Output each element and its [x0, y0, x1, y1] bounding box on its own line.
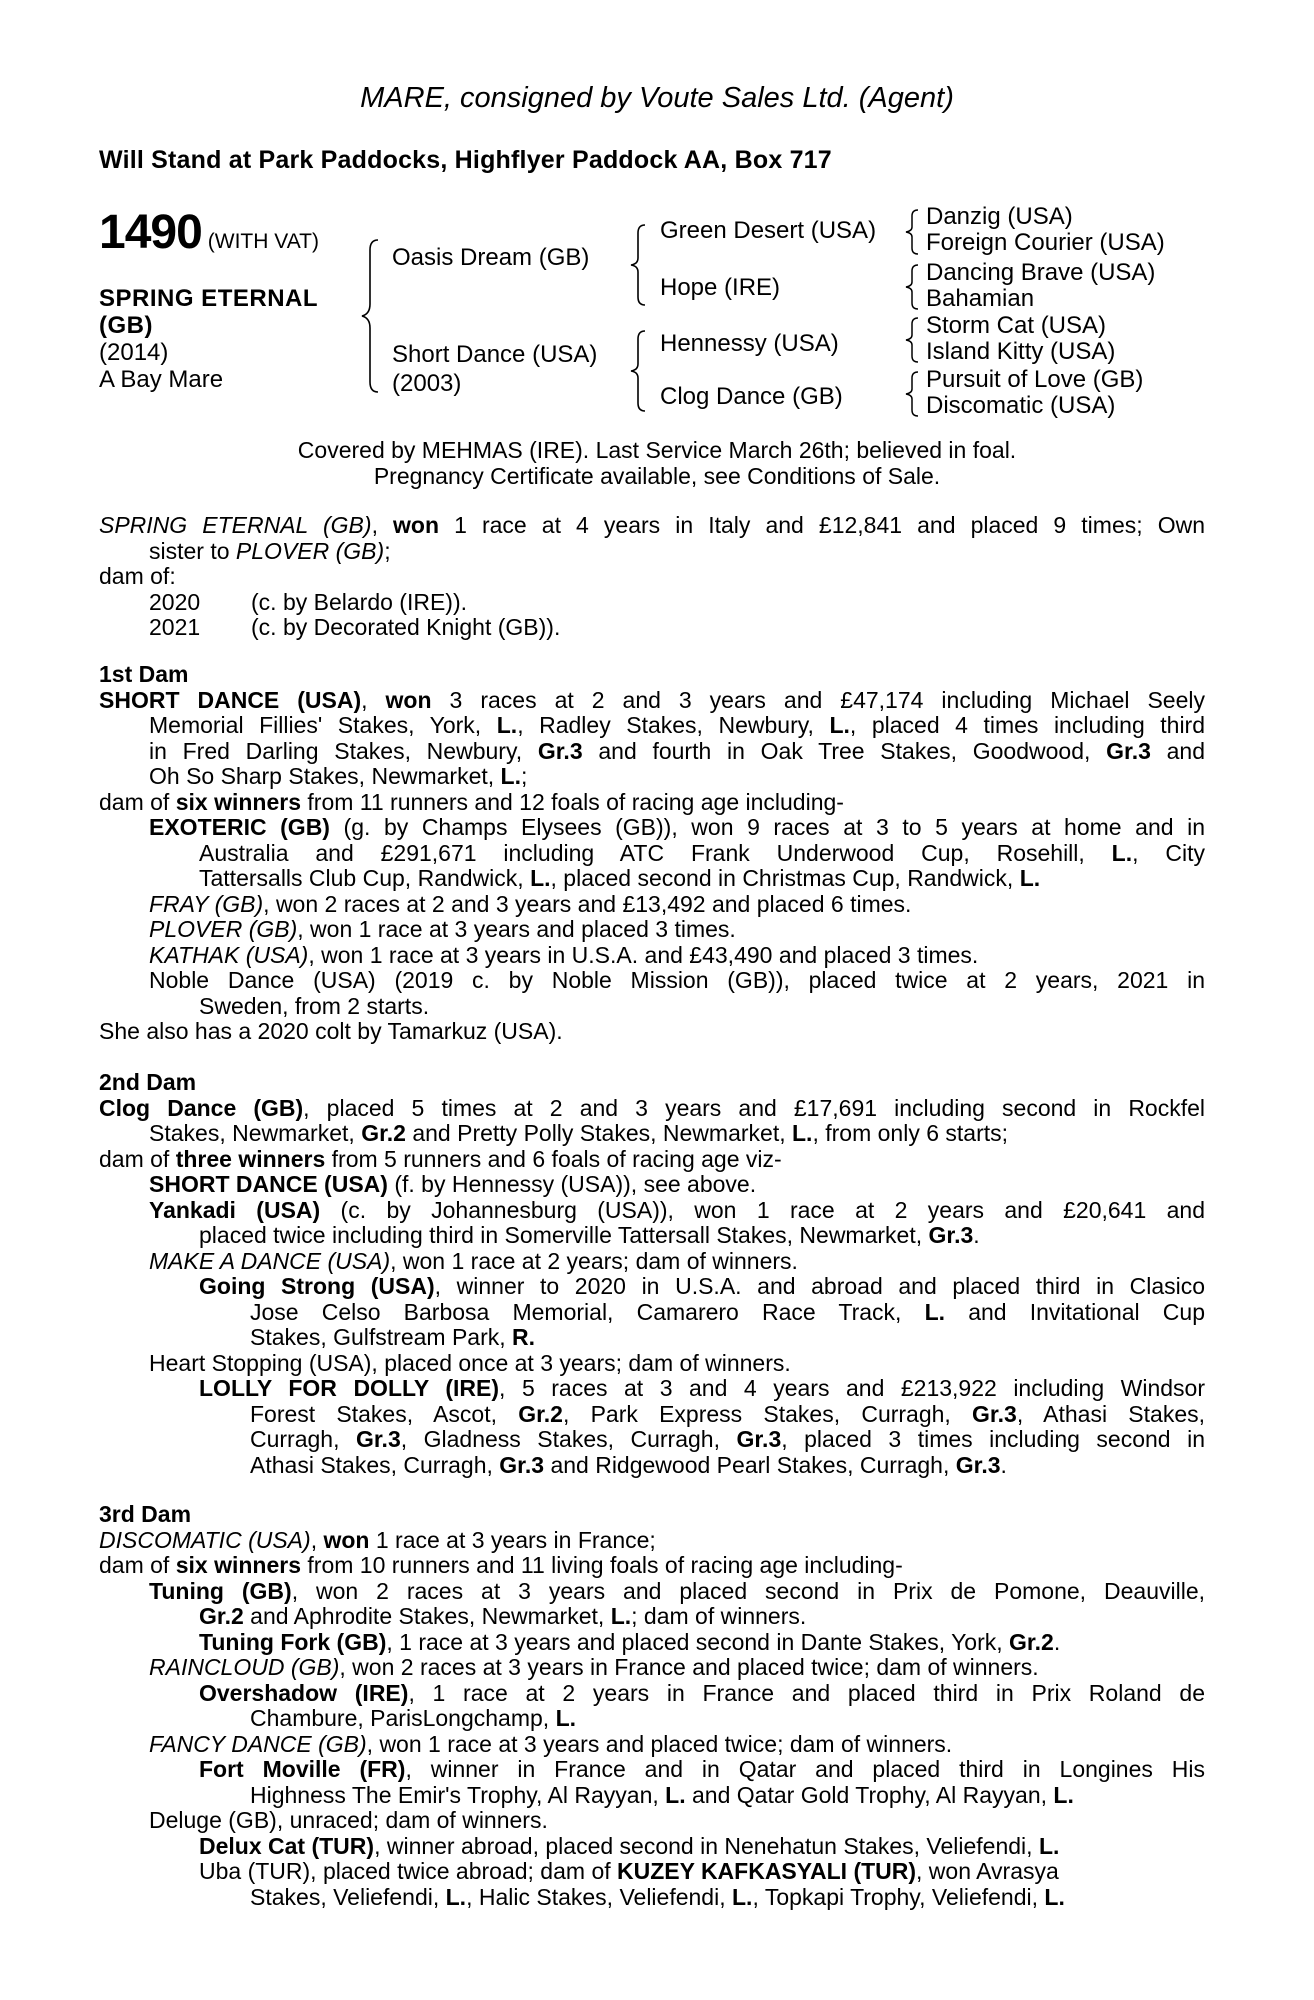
ancestor-4: Bahamian: [926, 285, 1035, 312]
vat-note: (WITH VAT): [207, 230, 319, 253]
covered-line-1: Covered by MEHMAS (IRE). Last Service March 26th; believed in foal.: [297, 437, 1017, 463]
ancestor-7: Pursuit of Love (GB): [926, 366, 1144, 393]
text: , winner abroad, placed second in Nenehatun Stakes, Veliefendi,: [374, 1832, 1039, 1859]
text: Australia and £291,671 including ATC Frank Underwood Cup, Rosehill,: [199, 839, 1112, 866]
brace-g1: [904, 207, 926, 257]
horse-ref: Clog Dance (GB): [99, 1094, 304, 1121]
grade: L.: [1111, 839, 1133, 866]
ancestor-8: Discomatic (USA): [926, 392, 1116, 419]
text-line: [99, 815, 1205, 841]
text-line: [99, 1885, 1205, 1911]
text: Chambure, ParisLongchamp,: [250, 1705, 556, 1731]
text: , 1 race at 2 years in France and placed third in Prix Roland de: [408, 1679, 1205, 1706]
horse-ref: Yankadi (USA): [149, 1196, 321, 1223]
text: ;: [384, 537, 391, 564]
brace-g4: [904, 369, 926, 419]
dam-dam: Clog Dance (GB): [660, 383, 843, 410]
grade: L.: [530, 865, 551, 891]
produce-text: (c. by Decorated Knight (GB)).: [251, 614, 561, 640]
text: ; dam of winners.: [631, 1603, 807, 1629]
text: from 11 runners and 12 foals of racing age including-: [301, 788, 844, 815]
text-line: [99, 892, 1205, 918]
text: dam of: [99, 1145, 176, 1172]
grade: L.: [1019, 865, 1041, 891]
text: from 5 runners and 6 foals of racing age viz-: [325, 1145, 782, 1172]
text: , from only 6 starts;: [812, 1120, 1009, 1146]
text-line: [99, 1706, 1205, 1732]
text-line: [99, 943, 1205, 969]
stand-location: Will Stand at Park Paddocks, Highflyer Paddock AA, Box 717: [99, 146, 832, 174]
intro-line: dam of:: [99, 563, 176, 589]
ancestor-6: Island Kitty (USA): [926, 338, 1116, 365]
text: , placed second in Christmas Cup, Randwick,: [550, 865, 1020, 891]
horse-ref: MAKE A DANCE (USA): [149, 1247, 391, 1274]
dam-name: Short Dance (USA): [392, 341, 598, 368]
text: , 5 races at 3 and 4 years and £213,922 including Windsor: [499, 1375, 1205, 1401]
horse-info: [99, 285, 318, 393]
text: (g. by Champs Elysees (GB)), won 9 races at 3 to 5 years at home and in: [329, 814, 1205, 840]
text: , won 1 race at 3 years and placed twice; dam of winners.: [366, 1730, 953, 1757]
grade: Gr.3: [928, 1222, 974, 1248]
text-line: She also has a 2020 colt by Tamarkuz (USA).: [99, 1018, 563, 1044]
horse-ref: SHORT DANCE (USA): [149, 1171, 388, 1197]
horse-ref: FRAY (GB): [149, 890, 264, 917]
ancestor-3: Dancing Brave (USA): [926, 259, 1156, 286]
text-line: [99, 1579, 1205, 1605]
text: 3 races at 2 and 3 years and £47,174 including Michael Seely: [431, 686, 1205, 713]
text: , winner to 2020 in U.S.A. and abroad and placed third in Clasico: [434, 1273, 1206, 1299]
text: .: [1000, 1451, 1007, 1478]
text: and Qatar Gold Trophy, Al Rayyan,: [685, 1781, 1054, 1808]
ancestor-1: Danzig (USA): [926, 203, 1073, 230]
text-line: Heart Stopping (USA), placed once at 3 years; dam of winners.: [149, 1349, 791, 1376]
horse-ref: SPRING ETERNAL (GB): [99, 512, 372, 538]
winners-count: six winners: [175, 788, 301, 815]
text: Memorial Fillies' Stakes, York,: [149, 712, 497, 738]
text: ;: [521, 763, 528, 789]
lot-number-block: [99, 205, 319, 260]
text-line: [99, 1172, 1205, 1198]
text-line: [99, 1604, 1205, 1630]
brace-dam: [629, 328, 655, 414]
text-line: [99, 1453, 1205, 1479]
won-text: won: [385, 686, 432, 713]
ancestor-5: Storm Cat (USA): [926, 312, 1107, 339]
horse-ref: PLOVER (GB): [149, 916, 298, 942]
text-line: [99, 688, 1205, 714]
lot-number: 1490: [99, 206, 202, 259]
text-line: [99, 1325, 1205, 1351]
text: Highness The Emir's Trophy, Al Rayyan,: [250, 1781, 666, 1808]
text-line: [99, 1655, 1205, 1681]
text-line: [99, 764, 1205, 790]
text: (f. by Hennessy (USA)), see above.: [387, 1171, 757, 1197]
brace-sire: [629, 222, 655, 308]
text: from 10 runners and 11 living foals of racing age including-: [301, 1552, 903, 1578]
intro-line: [99, 539, 1205, 565]
text: Tattersalls Club Cup, Randwick,: [199, 865, 531, 891]
horse-ref: RAINCLOUD (GB): [149, 1654, 340, 1680]
text-line: [99, 790, 1205, 816]
text: , Park Express Stakes, Curragh,: [562, 1400, 973, 1427]
grade: L.: [555, 1705, 577, 1731]
text: , Topkapi Trophy, Veliefendi,: [752, 1883, 1045, 1910]
text-line: [99, 713, 1205, 739]
text: dam of: [99, 1552, 176, 1578]
text-line: [99, 1121, 1205, 1147]
text: Athasi Stakes, Curragh,: [250, 1451, 500, 1478]
sire-sire: Green Desert (USA): [660, 217, 877, 244]
brace-g2: [904, 262, 926, 312]
text-line: [99, 1553, 1205, 1579]
text: sister to: [149, 537, 236, 564]
covered-note: [0, 437, 1314, 489]
grade: Gr.2: [1009, 1628, 1054, 1655]
grade: Gr.3: [736, 1426, 782, 1452]
text: , placed 5 times at 2 and 3 years and £17,691 including second in Rockfel: [303, 1094, 1206, 1121]
grade: L.: [924, 1298, 946, 1325]
produce-year: 2020: [149, 588, 201, 615]
text-line: [99, 917, 1205, 943]
text: placed twice including third in Somerville Tattersall Stakes, Newmarket,: [199, 1222, 929, 1248]
horse-ref: Fort Moville (FR): [199, 1756, 406, 1782]
text: and Ridgewood Pearl Stakes, Curragh,: [544, 1451, 956, 1478]
grade: Gr.2: [199, 1603, 244, 1629]
horse-country: (GB): [99, 312, 153, 339]
text-line: [99, 1376, 1205, 1402]
produce-row: [99, 615, 1205, 641]
horse-ref: KUZEY KAFKASYALI (TUR): [617, 1858, 917, 1884]
horse-name: SPRING ETERNAL: [99, 285, 319, 312]
text: 1 race at 4 years in Italy and £12,841 and placed 9 times; Own: [439, 512, 1205, 538]
text: Stakes, Veliefendi,: [250, 1883, 446, 1910]
text-line: [99, 1681, 1205, 1707]
grade: L.: [500, 763, 521, 789]
grade: L.: [665, 1781, 686, 1808]
winners-count: three winners: [175, 1145, 326, 1172]
text: Forest Stakes, Ascot,: [250, 1400, 519, 1427]
text-line: [99, 1223, 1205, 1249]
third-dam-section: [99, 1502, 1205, 1910]
produce-year: 2021: [149, 614, 201, 640]
text-line: [99, 1147, 1205, 1173]
grade: L.: [829, 712, 850, 738]
text-line: Sweden, from 2 starts.: [199, 992, 430, 1019]
text-line: Noble Dance (USA) (2019 c. by Noble Mission (GB)), placed twice at 2 years, 2021 in: [149, 967, 1205, 993]
grade: Gr.2: [518, 1400, 563, 1427]
section-heading: 3rd Dam: [99, 1501, 192, 1527]
text-line: [99, 1427, 1205, 1453]
horse-ref: KATHAK (USA): [149, 941, 309, 968]
grade: L.: [496, 712, 518, 738]
produce-row: [99, 590, 1205, 616]
text: and Aphrodite Stakes, Newmarket,: [243, 1603, 611, 1629]
text: , Radley Stakes, Newbury,: [517, 712, 830, 738]
horse-ref: EXOTERIC (GB): [149, 814, 330, 840]
text-line: [99, 1198, 1205, 1224]
text: (c. by Johannesburg (USA)), won 1 race at 2 years and £20,641 and: [320, 1196, 1205, 1223]
covered-line-2: Pregnancy Certificate available, see Conditions of Sale.: [373, 463, 941, 489]
text: Oh So Sharp Stakes, Newmarket,: [149, 763, 501, 789]
horse-ref: SHORT DANCE (USA): [99, 686, 362, 713]
text: and fourth in Oak Tree Stakes, Goodwood,: [582, 737, 1107, 764]
text: , placed 4 times including third: [849, 712, 1206, 738]
text: ,: [371, 512, 394, 538]
horse-ref: Overshadow (IRE): [199, 1679, 409, 1706]
first-dam-section: [99, 662, 1205, 1045]
grade: Gr.3: [1106, 737, 1151, 764]
text: 1 race at 3 years in France;: [369, 1526, 656, 1553]
text: , won 2 races at 3 years and placed second in Prix de Pomone, Deauville,: [291, 1577, 1205, 1604]
sire-name: Oasis Dream (GB): [392, 244, 590, 271]
text: , won 2 races at 2 and 3 years and £13,492 and placed 6 times.: [263, 890, 912, 917]
section-heading: 1st Dam: [99, 661, 189, 687]
grade: L.: [1038, 1832, 1060, 1859]
text: ,: [310, 1526, 324, 1553]
horse-ref: PLOVER (GB): [235, 537, 385, 564]
text-line: [99, 1274, 1205, 1300]
horse-ref: Going Strong (USA): [199, 1273, 435, 1299]
grade: Gr.3: [355, 1426, 401, 1452]
text-line: [99, 1249, 1205, 1275]
dam-year: (2003): [392, 370, 462, 397]
text: and: [1150, 737, 1205, 764]
text-line: [99, 1859, 1205, 1885]
text-line: [99, 1732, 1205, 1758]
grade: R.: [512, 1324, 536, 1350]
grade: Gr.3: [955, 1451, 1001, 1478]
produce-text: (c. by Belardo (IRE)).: [251, 588, 467, 615]
text: , City: [1132, 839, 1205, 866]
second-dam-section: [99, 1070, 1205, 1478]
text: , Athasi Stakes,: [1016, 1400, 1206, 1427]
text: , won 1 race at 2 years; dam of winners.: [390, 1247, 798, 1274]
grade: L.: [610, 1603, 632, 1629]
text: and Pretty Polly Stakes, Newmarket,: [405, 1120, 792, 1146]
grade: L.: [445, 1883, 467, 1910]
text: , won 2 races at 3 years in France and placed twice; dam of winners.: [339, 1654, 1039, 1680]
text-line: [99, 1834, 1205, 1860]
text: Stakes, Gulfstream Park,: [250, 1324, 513, 1350]
consignor-title: MARE, consigned by Voute Sales Ltd. (Agent): [360, 82, 954, 114]
text: , won Avrasya: [916, 1858, 1059, 1884]
text: dam of: [99, 788, 176, 815]
horse-ref: LOLLY FOR DOLLY (IRE): [199, 1375, 500, 1401]
text: .: [973, 1222, 980, 1248]
brace-g3: [904, 315, 926, 365]
text: in Fred Darling Stakes, Newbury,: [149, 737, 538, 764]
text: , Halic Stakes, Veliefendi,: [466, 1883, 732, 1910]
grade: Gr.2: [361, 1120, 406, 1146]
text: Jose Celso Barbosa Memorial, Camarero Race Track,: [250, 1298, 925, 1325]
text-line: [99, 841, 1205, 867]
grade: L.: [1053, 1781, 1074, 1808]
horse-ref: FANCY DANCE (GB): [149, 1730, 367, 1757]
grade: L.: [792, 1120, 813, 1146]
text-line: [99, 1402, 1205, 1428]
text: , won 1 race at 3 years in U.S.A. and £43,490 and placed 3 times.: [308, 941, 979, 968]
section-heading: 2nd Dam: [99, 1069, 197, 1095]
text: Stakes, Newmarket,: [149, 1120, 362, 1146]
horse-ref: DISCOMATIC (USA): [99, 1526, 311, 1553]
won-text: won: [393, 512, 440, 538]
text-line: [99, 1757, 1205, 1783]
horse-year: (2014): [99, 339, 169, 366]
text-line: [99, 1528, 1205, 1554]
text: , Gladness Stakes, Curragh,: [400, 1426, 737, 1452]
text: , placed 3 times including second in: [781, 1426, 1205, 1452]
sire-dam: Hope (IRE): [660, 274, 781, 301]
grade: Gr.3: [537, 737, 583, 764]
text-line: [99, 1783, 1205, 1809]
text: Curragh,: [250, 1426, 356, 1452]
dam-sire: Hennessy (USA): [660, 330, 839, 357]
text-line: [99, 1300, 1205, 1326]
brace-main: [360, 236, 390, 396]
horse-description: A Bay Mare: [99, 366, 224, 393]
text: ,: [361, 686, 386, 713]
intro-section: [99, 513, 1205, 641]
grade: L.: [1044, 1883, 1065, 1910]
text: , won 1 race at 3 years and placed 3 times.: [297, 916, 736, 942]
grade: Gr.3: [499, 1451, 545, 1478]
text-line: Deluge (GB), unraced; dam of winners.: [149, 1807, 548, 1833]
intro-line: [99, 513, 1205, 539]
grade: L.: [732, 1883, 753, 1910]
text: , winner in France and in Qatar and placed third in Longines His: [405, 1756, 1206, 1782]
horse-ref: Delux Cat (TUR): [199, 1832, 375, 1859]
text-line: [99, 1630, 1205, 1656]
text: Uba (TUR), placed twice abroad; dam of: [199, 1858, 618, 1884]
winners-count: six winners: [175, 1552, 301, 1578]
text: and Invitational Cup: [945, 1298, 1206, 1325]
text-line: [99, 739, 1205, 765]
horse-ref: Tuning Fork (GB): [199, 1628, 387, 1655]
text-line: [99, 866, 1205, 892]
grade: Gr.3: [972, 1400, 1017, 1427]
text: .: [1053, 1628, 1061, 1655]
ancestor-2: Foreign Courier (USA): [926, 229, 1165, 256]
text-line: [99, 1096, 1205, 1122]
horse-ref: Tuning (GB): [149, 1577, 292, 1604]
text: , 1 race at 3 years and placed second in Dante Stakes, York,: [386, 1628, 1010, 1655]
won-text: won: [323, 1526, 370, 1553]
